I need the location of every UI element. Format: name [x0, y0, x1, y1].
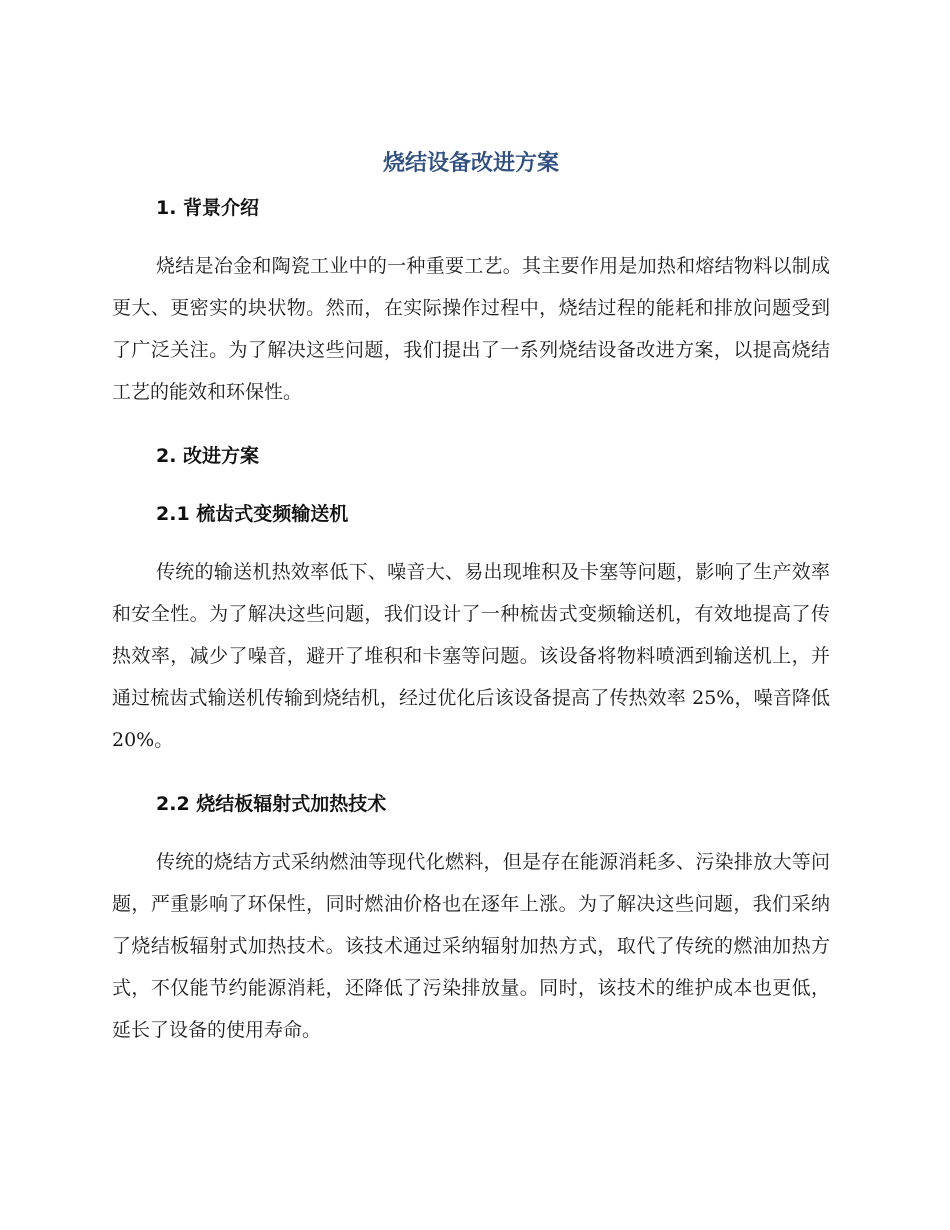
- section-heading-improvement: 2. 改进方案: [156, 445, 260, 467]
- section-heading-background: 1. 背景介绍: [156, 197, 260, 219]
- spacer: [112, 761, 830, 789]
- spacer: [112, 529, 830, 551]
- spacer: [112, 471, 830, 499]
- spacer: [112, 819, 830, 841]
- section-heading-radiant-heating: 2.2 烧结板辐射式加热技术: [156, 793, 387, 815]
- paragraph-conveyor: 传统的输送机热效率低下、噪音大、易出现堆积及卡塞等问题，影响了生产效率和安全性。为了解决这些问题，我们设计了一种梳齿式变频输送机，有效地提高了传热效率，减少了噪音，避开了堆积和卡塞等问题。该设备将物料喷洒到输送机上，并通过梳齿式输送机传输到烧结机，经过优化后该设备提高了传热效率 25%，噪音降低 20%。: [112, 561, 830, 751]
- paragraph-background: 烧结是冶金和陶瓷工业中的一种重要工艺。其主要作用是加热和熔结物料以制成更大、更密实的块状物。然而，在实际操作过程中，烧结过程的能耗和排放问题受到了广泛关注。为了解决这些问题，我们提出了一系列烧结设备改进方案，以提高烧结工艺的能效和环保性。: [112, 255, 830, 403]
- document-title: 烧结设备改进方案: [382, 151, 559, 176]
- section-heading-conveyor: 2.1 梳齿式变频输送机: [156, 503, 349, 525]
- paragraph-radiant-heating: 传统的烧结方式采纳燃油等现代化燃料，但是存在能源消耗多、污染排放大等问题，严重影响了环保性，同时燃油价格也在逐年上涨。为了解决这些问题，我们采纳了烧结板辐射式加热技术。该技术通过采纳辐射加热方式，取代了传统的燃油加热方式，不仅能节约能源消耗，还降低了污染排放量。同时，该技术的维护成本也更低，延长了设备的使用寿命。: [112, 851, 830, 1041]
- spacer: [112, 223, 830, 245]
- spacer: [112, 413, 830, 441]
